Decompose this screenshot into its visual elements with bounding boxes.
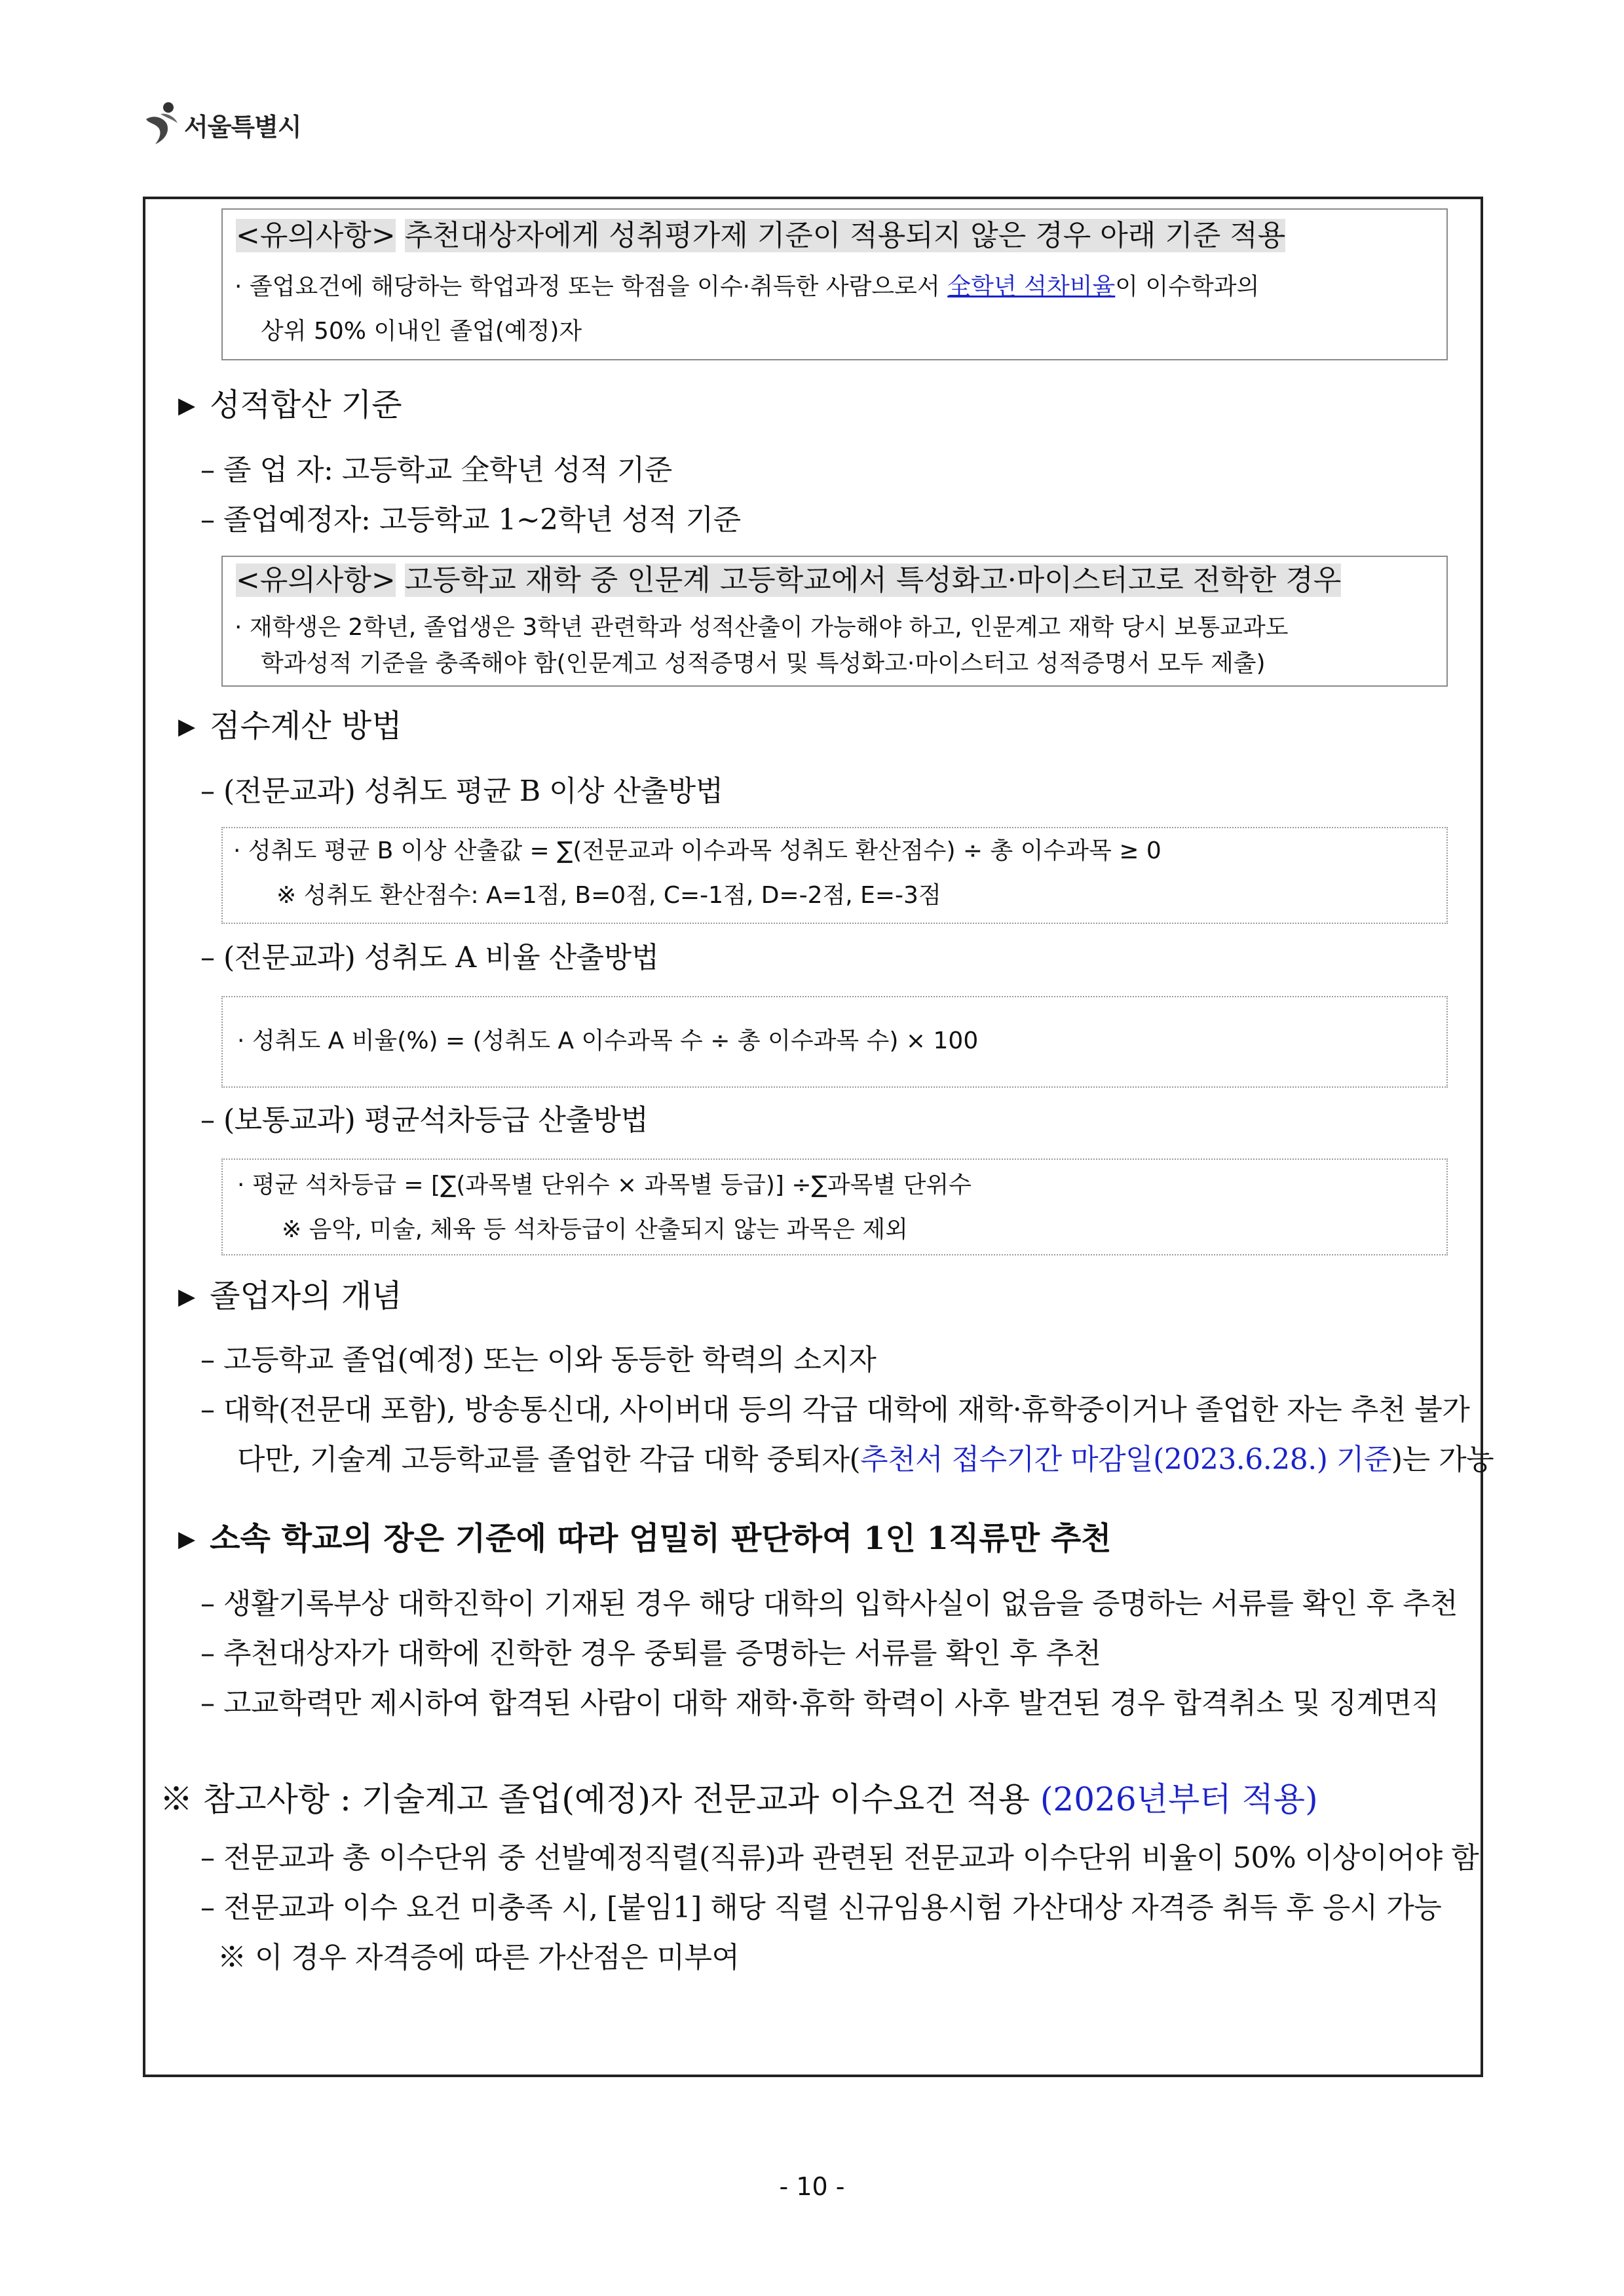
note-1-link: 全학년 석차비율	[947, 273, 1116, 300]
note-2-line-2: 학과성적 기준을 충족해야 함(인문계고 성적증명서 및 특성화고·마이스터고 성적증명서 모두 제출)	[261, 650, 1266, 677]
note-1-label: <유의사항>	[236, 219, 396, 252]
graduate-item-1: – 고등학교 졸업(예정) 또는 이와 동등한 학력의 소지자	[200, 1343, 877, 1377]
graduate-item-3	[237, 1440, 1494, 1480]
recommend-item-1: – 생활기록부상 대학진학이 기재된 경우 해당 대학의 입학사실이 없음을 증명하는 서류를 확인 후 추천	[200, 1587, 1458, 1620]
formula-3-line-2: ※ 음악, 미술, 체육 등 석차등급이 산출되지 않는 과목은 제외	[282, 1216, 908, 1243]
note-1-line-1	[235, 269, 1259, 305]
section-principal-recommend	[178, 1518, 1112, 1560]
recommend-item-3: – 고교학력만 제시하여 합격된 사람이 대학 재학·휴학 학력이 사후 발견된 경우 합격취소 및 징계면직	[200, 1687, 1439, 1720]
recommend-item-2: – 추천대상자가 대학에 진학한 경우 중퇴를 증명하는 서류를 확인 후 추천	[200, 1637, 1101, 1670]
graduate-item-3-a: 다만, 기술계 고등학교를 졸업한 각급 대학 중퇴자(	[237, 1443, 861, 1476]
reference-item-1: – 전문교과 총 이수단위 중 선발예정직렬(직류)과 관련된 전문교과 이수단위 비율이 50% 이상이어야 함	[200, 1841, 1479, 1875]
note-1-line-1-b: 이 이수학과의	[1115, 273, 1260, 300]
note-1-heading: 추천대상자에게 성취평가제 기준이 적용되지 않은 경우 아래 기준 적용	[404, 219, 1286, 252]
section-score-calc	[178, 705, 402, 748]
header	[141, 98, 301, 151]
note-2-heading: 고등학교 재학 중 인문계 고등학교에서 특성화고·마이스터고로 전학한 경우	[404, 564, 1342, 597]
seoul-logo-icon	[141, 100, 181, 149]
grade-sum-item-1: – 졸 업 자: 고등학교 全학년 성적 기준	[200, 453, 672, 487]
formula-1-line-1: · 성취도 평균 B 이상 산출값 = ∑(전문교과 이수과목 성취도 환산점수) ÷ 총 이수과목 ≥ 0	[233, 837, 1161, 864]
reference-item-2: – 전문교과 이수 요건 미충족 시, [붙임1] 해당 직렬 신규임용시험 가산대상 자격증 취득 후 응시 가능	[200, 1891, 1442, 1924]
graduate-item-3-deadline: 추천서 접수기간 마감일(2023.6.28.) 기준	[860, 1443, 1391, 1476]
section-grade-sum-title: 성적합산 기준	[210, 387, 402, 423]
reference-title-text: ※ 참고사항 : 기술계고 졸업(예정)자 전문교과 이수요건 적용	[160, 1780, 1040, 1818]
formula-3-line-1: · 평균 석차등급 = [∑(과목별 단위수 × 과목별 등급)] ÷∑과목별 단위수	[237, 1172, 972, 1198]
note-2-title	[236, 561, 1341, 600]
triangle-bullet-icon: ▶	[178, 714, 196, 740]
formula-2-line-1: · 성취도 A 비율(%) = (성취도 A 이수과목 수 ÷ 총 이수과목 수) × 100	[237, 1027, 979, 1054]
score-calc-item-3: – (보통교과) 평균석차등급 산출방법	[200, 1103, 649, 1137]
section-principal-recommend-title: 소속 학교의 장은 기준에 따라 엄밀히 판단하여 1인 1직류만 추천	[210, 1520, 1112, 1557]
section-graduate-concept	[178, 1275, 402, 1318]
note-1-line-1-a: · 졸업요건에 해당하는 학업과정 또는 학점을 이수·취득한 사람으로서	[235, 273, 948, 300]
note-1-title	[236, 216, 1285, 256]
page-number: - 10 -	[779, 2172, 845, 2201]
org-name: 서울특별시	[184, 112, 301, 142]
score-calc-item-2: – (전문교과) 성취도 A 비율 산출방법	[200, 941, 659, 974]
section-graduate-concept-title: 졸업자의 개념	[210, 1278, 402, 1314]
note-1-line-2: 상위 50% 이내인 졸업(예정)자	[261, 318, 582, 345]
reference-title	[160, 1777, 1318, 1822]
triangle-bullet-icon: ▶	[178, 1526, 196, 1552]
note-2-label: <유의사항>	[236, 564, 396, 597]
formula-1-line-2: ※ 성취도 환산점수: A=1점, B=0점, C=-1점, D=-2점, E=-3점	[276, 882, 941, 909]
section-grade-sum	[178, 384, 402, 427]
reference-note: ※ 이 경우 자격증에 따른 가산점은 미부여	[217, 1941, 740, 1974]
triangle-bullet-icon: ▶	[178, 392, 196, 419]
section-score-calc-title: 점수계산 방법	[210, 708, 402, 744]
graduate-item-3-b: )는 가능	[1391, 1443, 1494, 1476]
grade-sum-item-2: – 졸업예정자: 고등학교 1~2학년 성적 기준	[200, 503, 741, 537]
triangle-bullet-icon: ▶	[178, 1284, 196, 1310]
note-2-line-1: · 재학생은 2학년, 졸업생은 3학년 관련학과 성적산출이 가능해야 하고, 인문계고 재학 당시 보통교과도	[235, 614, 1289, 641]
reference-title-date: (2026년부터 적용)	[1040, 1780, 1318, 1818]
graduate-item-2: – 대학(전문대 포함), 방송통신대, 사이버대 등의 각급 대학에 재학·휴학중이거나 졸업한 자는 추천 불가	[200, 1393, 1470, 1426]
score-calc-item-1: – (전문교과) 성취도 평균 B 이상 산출방법	[200, 775, 723, 808]
